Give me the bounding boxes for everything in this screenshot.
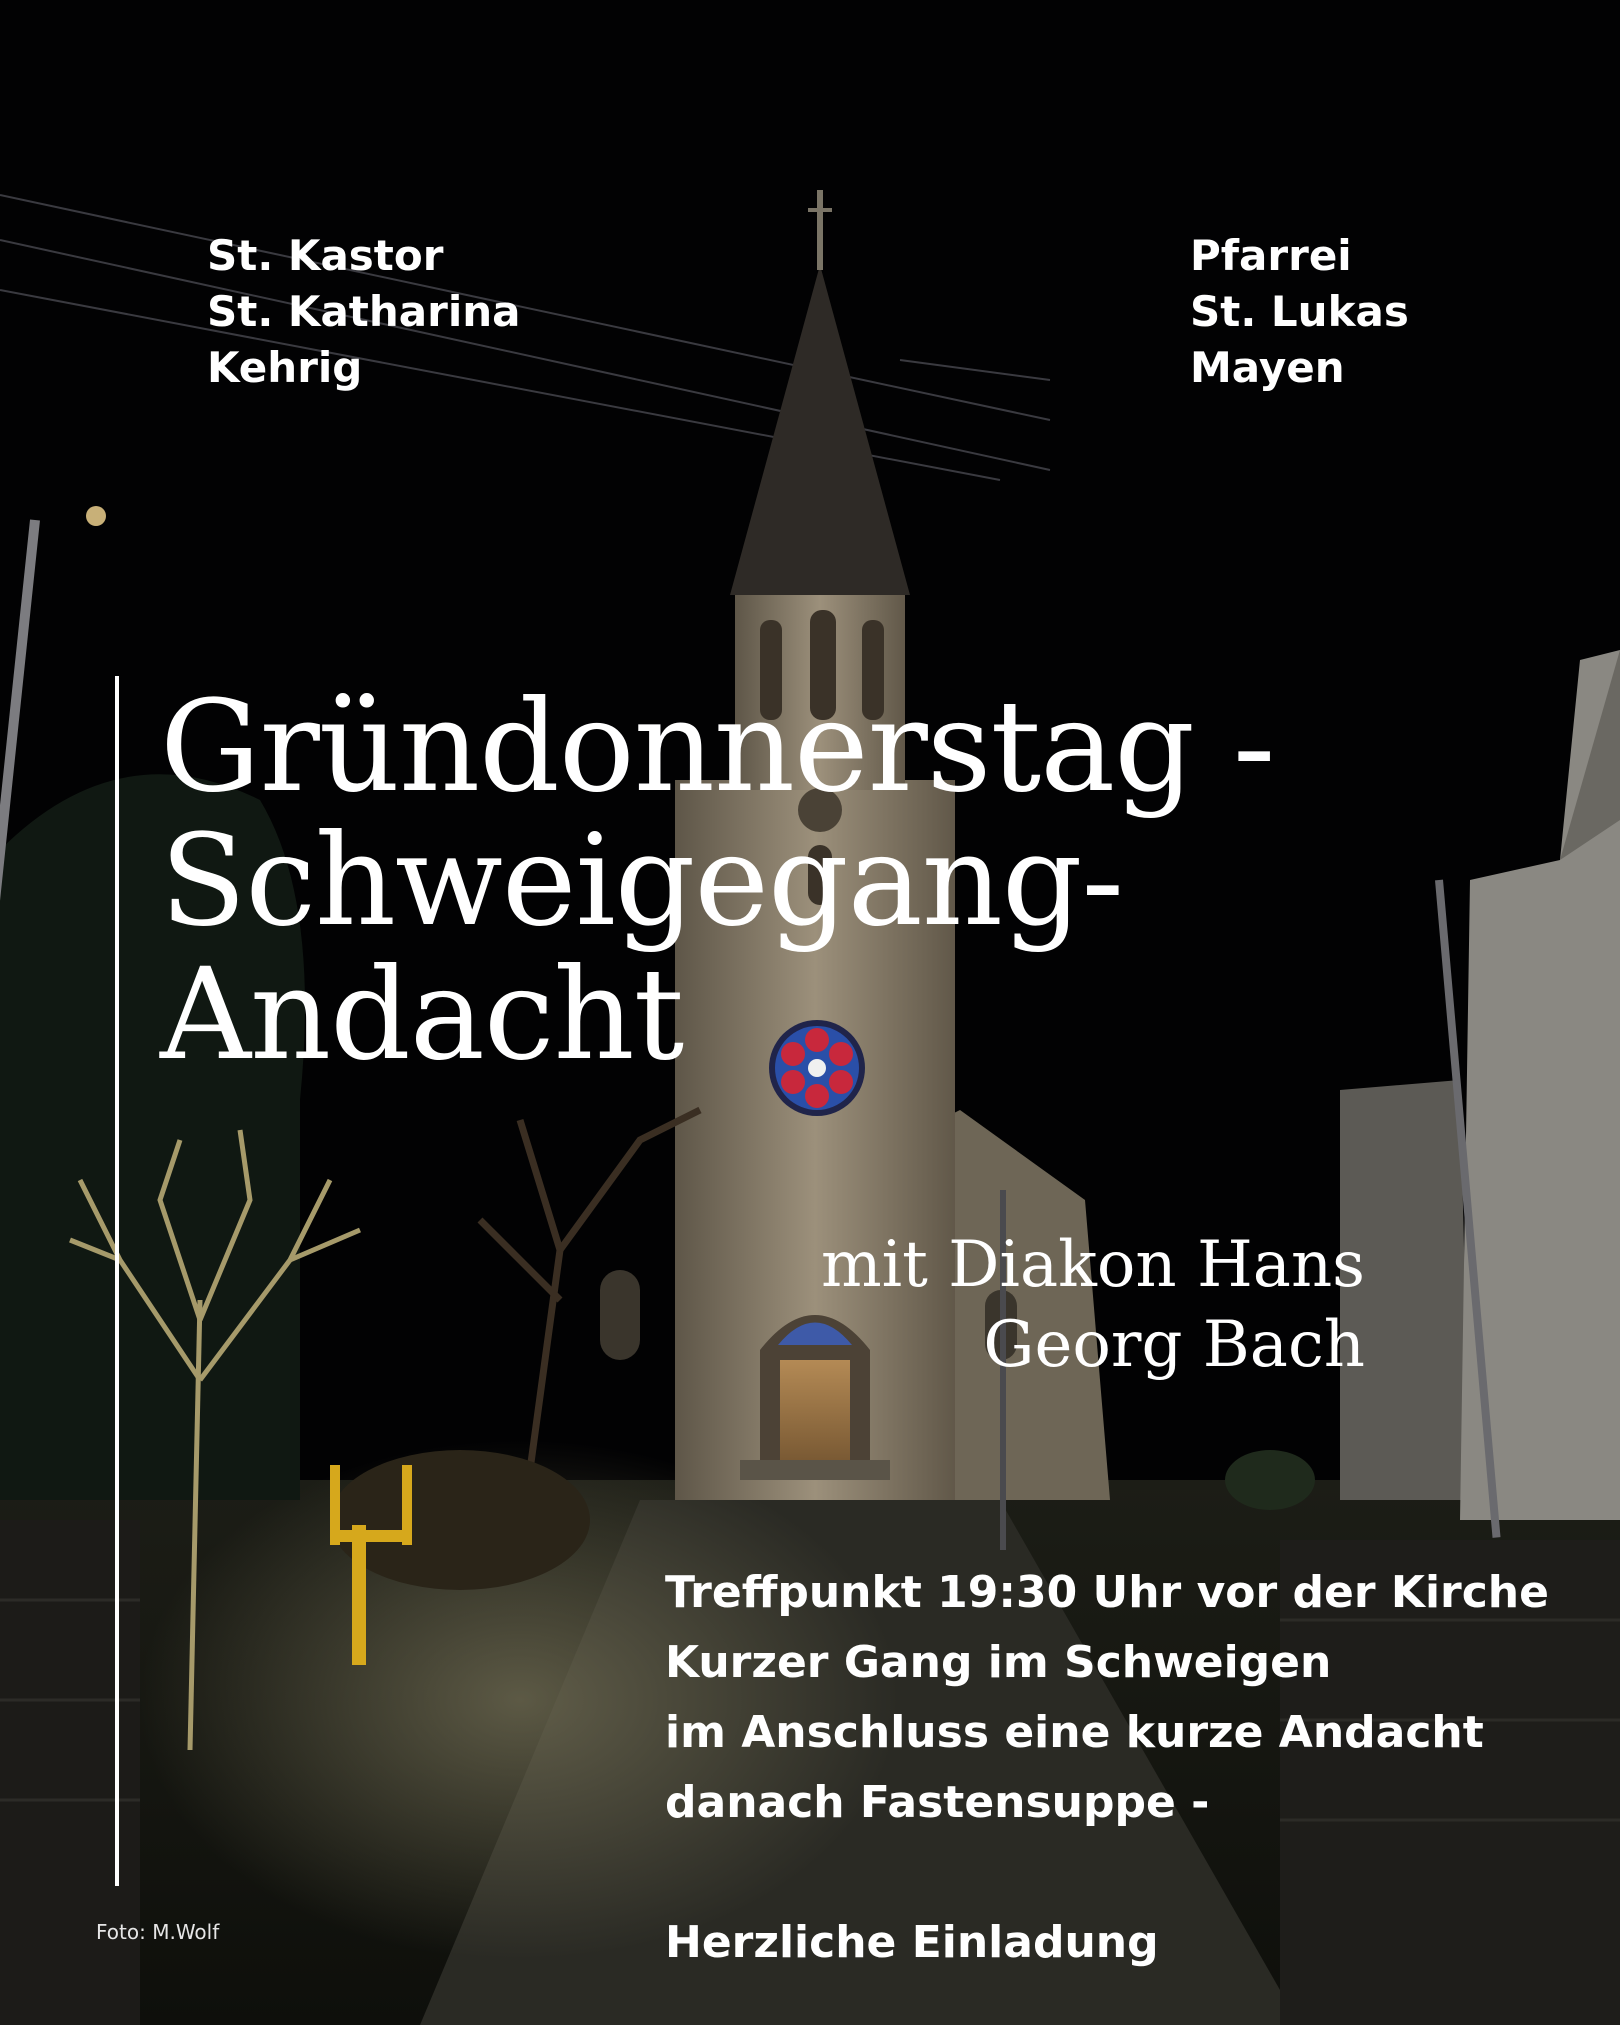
title-line: Gründonnerstag - [160,673,1275,820]
event-leader [821,1225,1365,1385]
community-line: St. Kastor [207,231,444,280]
detail-line: Treffpunkt 19:30 Uhr vor der Kirche [665,1567,1549,1618]
detail-line: Kurzer Gang im Schweigen [665,1637,1332,1688]
parish-line: St. Lukas [1190,287,1409,336]
subtitle-line: mit Diakon Hans [820,1228,1365,1302]
community-line: St. Katharina [207,287,521,336]
photo-credit: Foto: M.Wolf [96,1920,220,1944]
title-line: Andacht [160,941,684,1088]
title-line: Schweigegang- [160,807,1124,954]
vertical-accent-line [115,676,119,1886]
community-line: Kehrig [207,343,363,392]
parish-name [1190,228,1409,396]
parish-line: Mayen [1190,343,1345,392]
parish-line: Pfarrei [1190,231,1352,280]
parish-communities [207,228,520,396]
event-details [665,1558,1549,1978]
spacer [665,1838,1549,1908]
detail-line: im Anschluss eine kurze Andacht [665,1707,1484,1758]
invitation-text: Herzliche Einladung [665,1917,1159,1968]
detail-line: danach Fastensuppe - [665,1777,1210,1828]
subtitle-line: Georg Bach [983,1308,1365,1382]
event-title [160,673,1275,1088]
